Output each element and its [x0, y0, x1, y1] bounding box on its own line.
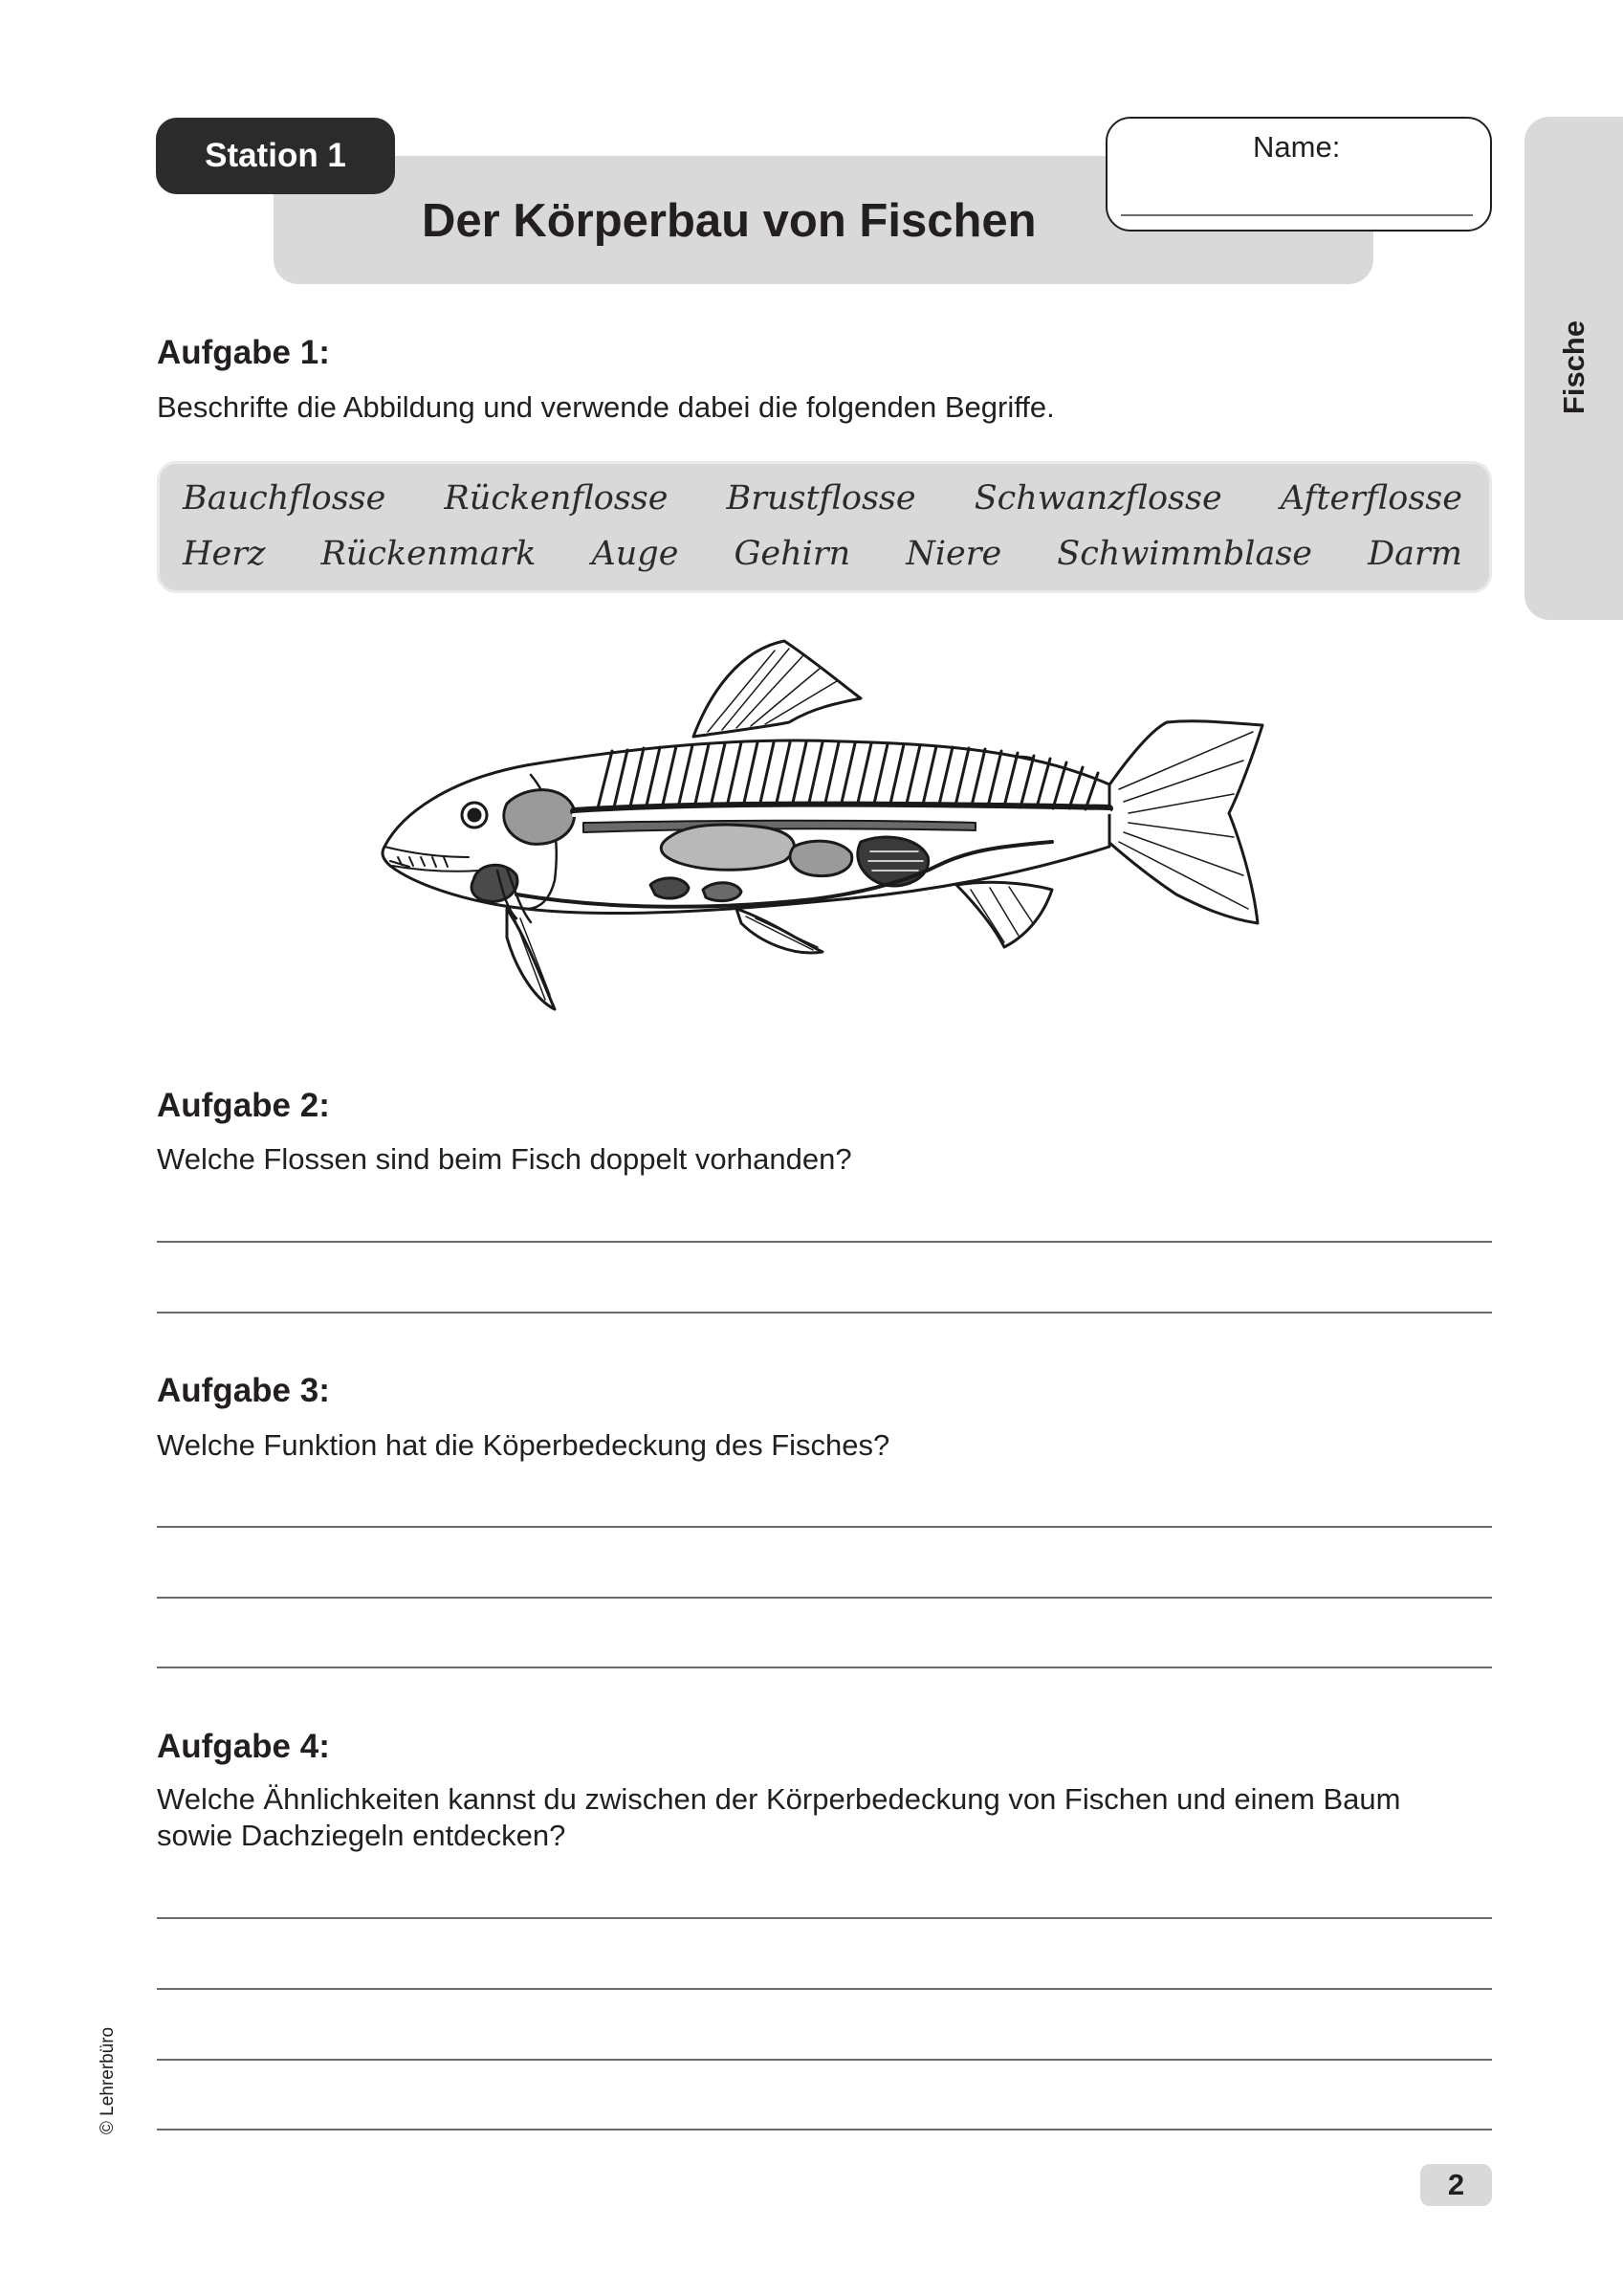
answer-line[interactable]: [157, 2129, 1492, 2130]
heart: [472, 865, 517, 901]
dorsal-fin: [693, 641, 861, 737]
swim-bladder: [661, 825, 794, 870]
side-tab-label: Fische: [1556, 320, 1590, 415]
task-1-heading: Aufgabe 1:: [157, 334, 330, 371]
stomach: [790, 841, 852, 875]
station-badge: Station 1: [156, 118, 395, 194]
word-item: Gehirn: [734, 535, 851, 573]
page-title: Der Körperbau von Fischen: [422, 195, 1037, 247]
answer-line[interactable]: [157, 1667, 1492, 1668]
fish-anatomy-illustration: [363, 631, 1282, 1014]
word-item: Schwanzflosse: [974, 479, 1222, 518]
side-tab: [1524, 117, 1623, 620]
pelvic-fin: [736, 909, 822, 953]
word-item: Afterflosse: [1280, 479, 1462, 518]
answer-line[interactable]: [157, 1988, 1492, 1990]
copyright: © Lehrerbüro: [98, 2026, 118, 2135]
word-item: Schwimmblase: [1057, 535, 1313, 573]
pectoral-fin: [507, 909, 555, 1009]
answer-line[interactable]: [157, 1241, 1492, 1243]
task-3-text: Welche Funktion hat die Köperbedeckung des Fisches?: [157, 1428, 890, 1462]
word-item: Bauchflosse: [183, 479, 386, 518]
word-bank-row-1: [183, 479, 1462, 518]
word-item: Brustflosse: [726, 479, 916, 518]
word-bank: [157, 461, 1492, 593]
task-4-text: [157, 1781, 1496, 1854]
answer-line[interactable]: [157, 2059, 1492, 2061]
task-3-heading: Aufgabe 3:: [157, 1372, 330, 1409]
word-bank-row-2: [183, 535, 1462, 573]
task-4-text-line-1: Welche Ähnlichkeiten kannst du zwischen der Körperbedeckung von Fischen und einem Baum: [157, 1782, 1401, 1816]
task-2-text: Welche Flossen sind beim Fisch doppelt vorhanden?: [157, 1142, 852, 1176]
name-box: [1106, 117, 1492, 232]
task-2-heading: Aufgabe 2:: [157, 1087, 330, 1124]
anal-fin: [956, 882, 1052, 947]
brain: [504, 790, 575, 845]
task-4-heading: Aufgabe 4:: [157, 1728, 330, 1765]
task-4-text-line-2: sowie Dachziegeln entdecken?: [157, 1819, 566, 1852]
tail-fin: [1100, 721, 1262, 923]
word-item: Herz: [183, 535, 266, 573]
answer-line[interactable]: [157, 1917, 1492, 1919]
word-item: Rückenmark: [320, 535, 537, 573]
page-number: 2: [1420, 2164, 1492, 2206]
name-label: Name:: [1253, 130, 1341, 164]
word-item: Auge: [591, 535, 679, 573]
name-field[interactable]: [1121, 214, 1473, 216]
answer-line[interactable]: [157, 1597, 1492, 1599]
word-item: Darm: [1368, 535, 1462, 573]
word-item: Niere: [906, 535, 1002, 573]
answer-line[interactable]: [157, 1526, 1492, 1528]
word-item: Rückenflosse: [444, 479, 669, 518]
task-1-text: Beschrifte die Abbildung und verwende dabei die folgenden Begriffe.: [157, 390, 1055, 424]
answer-line[interactable]: [157, 1312, 1492, 1314]
